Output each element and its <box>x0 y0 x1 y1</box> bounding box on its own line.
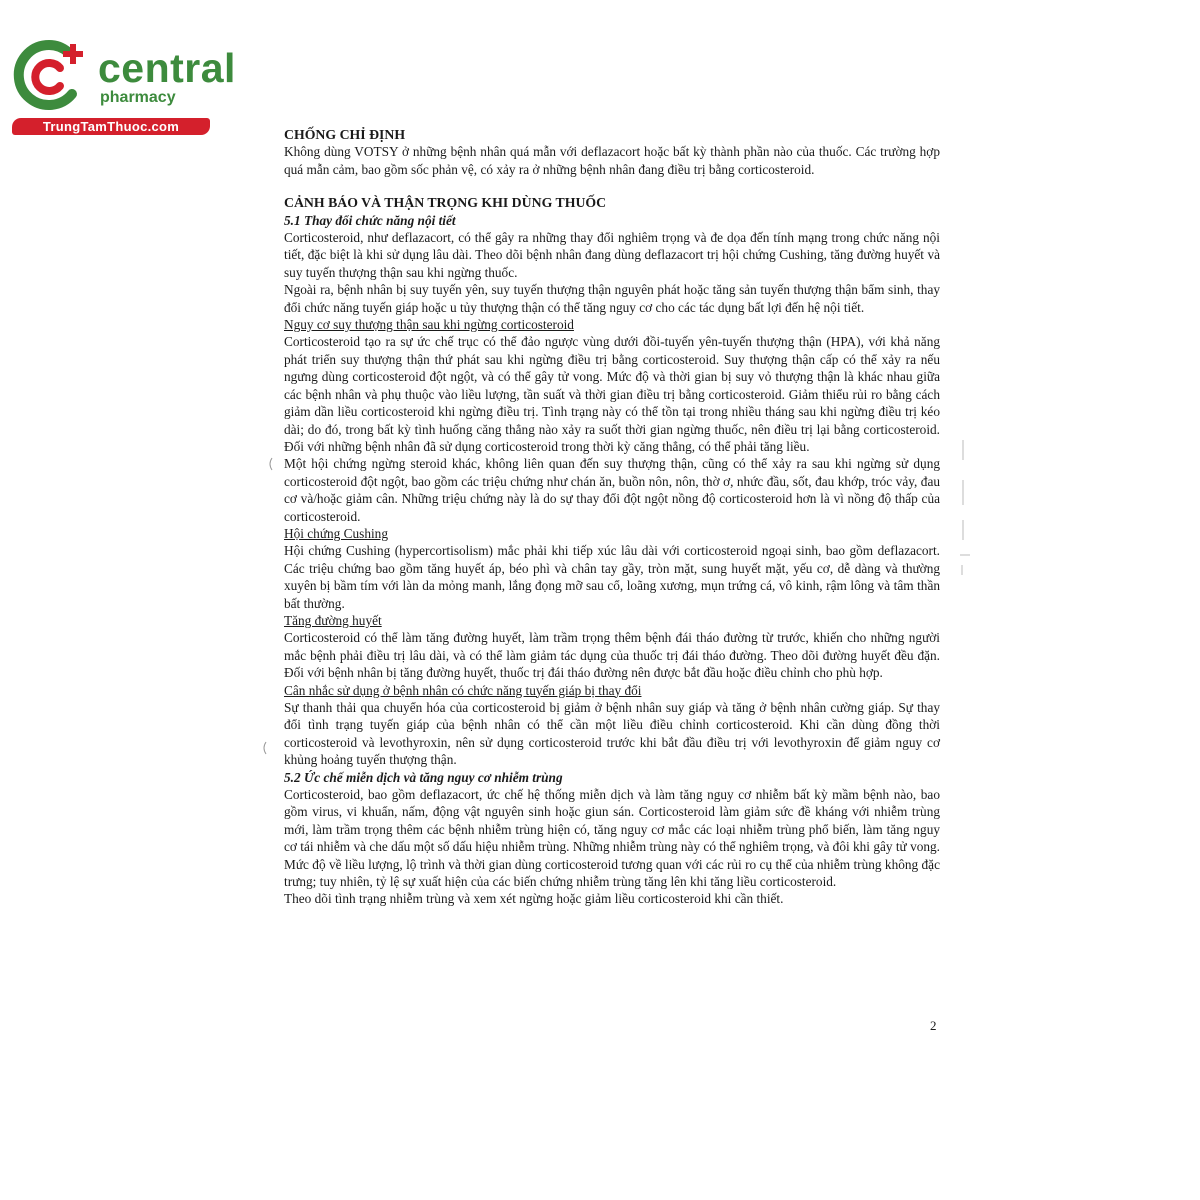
heading-warnings: CẢNH BÁO VÀ THẬN TRỌNG KHI DÙNG THUỐC <box>284 195 607 211</box>
logo-name: central <box>98 45 236 91</box>
contraindications-text: Không dùng VOTSY ở những bệnh nhân quá mẫn với deflazacort hoặc bất kỳ thành phần nào của thuốc. Các trường hợp quá mẫn cảm, bao gồm sốc phản vệ, có xảy ra ở những bệnh nhân đang điều trị bằng corticosteroid. <box>284 144 940 177</box>
thyroid-paragraph: Sự thanh thải qua chuyển hóa của corticosteroid bị giảm ở bệnh nhân suy giáp và tăng ở bệnh nhân cường giáp. Sự thay đổi tình trạng tuyến giáp của bệnh nhân có thể cần một liều điều chỉnh corticosteroid. Khi cần dùng đồng thời corticosteroid và levothyroxin, nên sử dụng corticosteroid trước khi bắt đầu điều trị với levothyroxin để giảm nguy cơ khủng hoảng tuyến thượng thận. <box>284 700 940 768</box>
pharmacy-logo-icon <box>10 38 94 116</box>
subheading-hyperglycemia: Tăng đường huyết <box>284 612 382 628</box>
logo-banner: TrungTamThuoc.com <box>12 118 210 135</box>
page-number: 2 <box>930 1018 937 1033</box>
pharmacy-logo <box>10 38 236 138</box>
cushing-paragraph: Hội chứng Cushing (hypercortisolism) mắc phải khi tiếp xúc lâu dài với corticosteroid ngoại sinh, bao gồm deflazacort. Các triệu chứng bao gồm tăng huyết áp, béo phì và chân tay gầy, tròn mặt, sung huyết mặt, yếu cơ, dễ dàng và thường xuyên bị bầm tím với làn da mỏng manh, lắng đọng mỡ sau cổ, loãng xương, mụn trứng cá, vô kinh, rậm lông và tâm thần bất thường. <box>284 543 940 611</box>
section-5-1-paragraph-1: Corticosteroid, như deflazacort, có thể gây ra những thay đổi nghiêm trọng và đe dọa đến tính mạng trong chức năng nội tiết, đặc biệt là khi sử dụng lâu dài. Theo dõi bệnh nhân đang dùng deflazacort trị hội chứng Cushing, tăng đường huyết và suy tuyến thượng thận sau khi ngừng thuốc. <box>284 230 940 280</box>
subheading-cushing: Hội chứng Cushing <box>284 525 388 541</box>
document-body <box>284 126 940 908</box>
section-5-2-title: 5.2 Ức chế miễn dịch và tăng nguy cơ nhiễm trùng <box>284 769 563 785</box>
adrenal-paragraph-2: Một hội chứng ngừng steroid khác, không liên quan đến suy thượng thận, cũng có thể xảy ra sau khi ngừng sử dụng corticosteroid đột ngột, bao gồm các triệu chứng như chán ăn, buồn nôn, nôn, thờ ơ, nhức đầu, sốt, đau khớp, tróc vảy, đau cơ và/hoặc giảm cân. Những triệu chứng này là do sự thay đổi đột ngột nồng độ corticosteroid hơn là vì nồng độ thấp của corticosteroid. <box>284 456 940 524</box>
heading-contraindications: CHỐNG CHỈ ĐỊNH <box>284 127 406 142</box>
section-5-2-paragraph-1: Corticosteroid, bao gồm deflazacort, ức chế hệ thống miễn dịch và làm tăng nguy cơ nhiễm bất kỳ mầm bệnh nào, bao gồm virus, vi khuẩn, nấm, động vật nguyên sinh hoặc giun sán. Corticosteroid làm giảm sức đề kháng với nhiễm trùng mới, làm trầm trọng thêm các bệnh nhiễm trùng hiện có, tăng nguy cơ mắc các loại nhiễm trùng phổ biến, làm tăng nguy cơ tái nhiễm và che dấu một số dấu hiệu nhiễm trùng. Những nhiễm trùng này có thể nghiêm trọng, và đôi khi gây tử vong. Mức độ về liều lượng, lộ trình và thời gian dùng corticosteroid tương quan với các rủi ro cụ thể của nhiễm trùng không đặc trưng; tuy nhiên, tỷ lệ sự xuất hiện của các biến chứng nhiễm trùng tăng lên khi tăng liều corticosteroid. <box>284 787 940 890</box>
subheading-thyroid: Cân nhắc sử dụng ở bệnh nhân có chức năng tuyến giáp bị thay đổi <box>284 682 642 698</box>
hyperglycemia-paragraph: Corticosteroid có thể làm tăng đường huyết, làm trầm trọng thêm bệnh đái tháo đường từ trước, khiến cho những người mắc bệnh phải điều trị lâu dài, và có thể làm giảm tác dụng của thuốc trị đái tháo đường. Theo dõi đường huyết đều đặn. Đối với bệnh nhân bị tăng đường huyết, thuốc trị đái tháo đường nên được bắt đầu hoặc điều chỉnh cho phù hợp. <box>284 630 940 681</box>
logo-subtitle: pharmacy <box>100 89 176 106</box>
section-5-1-paragraph-2: Ngoài ra, bệnh nhân bị suy tuyến yên, suy tuyến thượng thận nguyên phát hoặc tăng sản tuyến thượng thận bẩm sinh, thay đổi chức năng tuyến giáp hoặc u tủy thượng thận có thể tăng nguy cơ cho các tác dụng bất lợi đến hệ nội tiết. <box>284 282 940 315</box>
section-5-1-title: 5.1 Thay đổi chức năng nội tiết <box>284 212 456 228</box>
adrenal-paragraph-1: Corticosteroid tạo ra sự ức chế trục có thể đảo ngược vùng dưới đồi-tuyến yên-tuyến thượng thận (HPA), với khả năng phát triển suy thượng thận thứ phát sau khi ngừng điều trị bằng corticosteroid. Suy thượng thận cấp có thể xảy ra nếu ngưng dùng corticosteroid đột ngột, và có thể gây tử vong. Mức độ và thời gian bị suy vỏ thượng thận là khác nhau giữa các bệnh nhân và phụ thuộc vào liều lượng, tần suất và thời gian điều trị bằng corticosteroid. Giảm thiểu rủi ro bằng cách giảm dần liều corticosteroid khi ngừng điều trị. Tình trạng này có thể tồn tại trong nhiều tháng sau khi ngừng điều trị kéo dài; do đó, trong bất kỳ tình huống căng thẳng nào xảy ra suốt thời gian ngừng thuốc, nên điều trị lại bằng corticosteroid. Đối với những bệnh nhân đã sử dụng corticosteroid trong thời kỳ căng thẳng, có thể phải tăng liều. <box>284 334 940 454</box>
section-5-2-paragraph-2: Theo dõi tình trạng nhiễm trùng và xem xét ngừng hoặc giảm liều corticosteroid khi cần thiết. <box>284 891 784 907</box>
subheading-adrenal-insufficiency: Nguy cơ suy thượng thận sau khi ngừng corticosteroid <box>284 317 574 333</box>
